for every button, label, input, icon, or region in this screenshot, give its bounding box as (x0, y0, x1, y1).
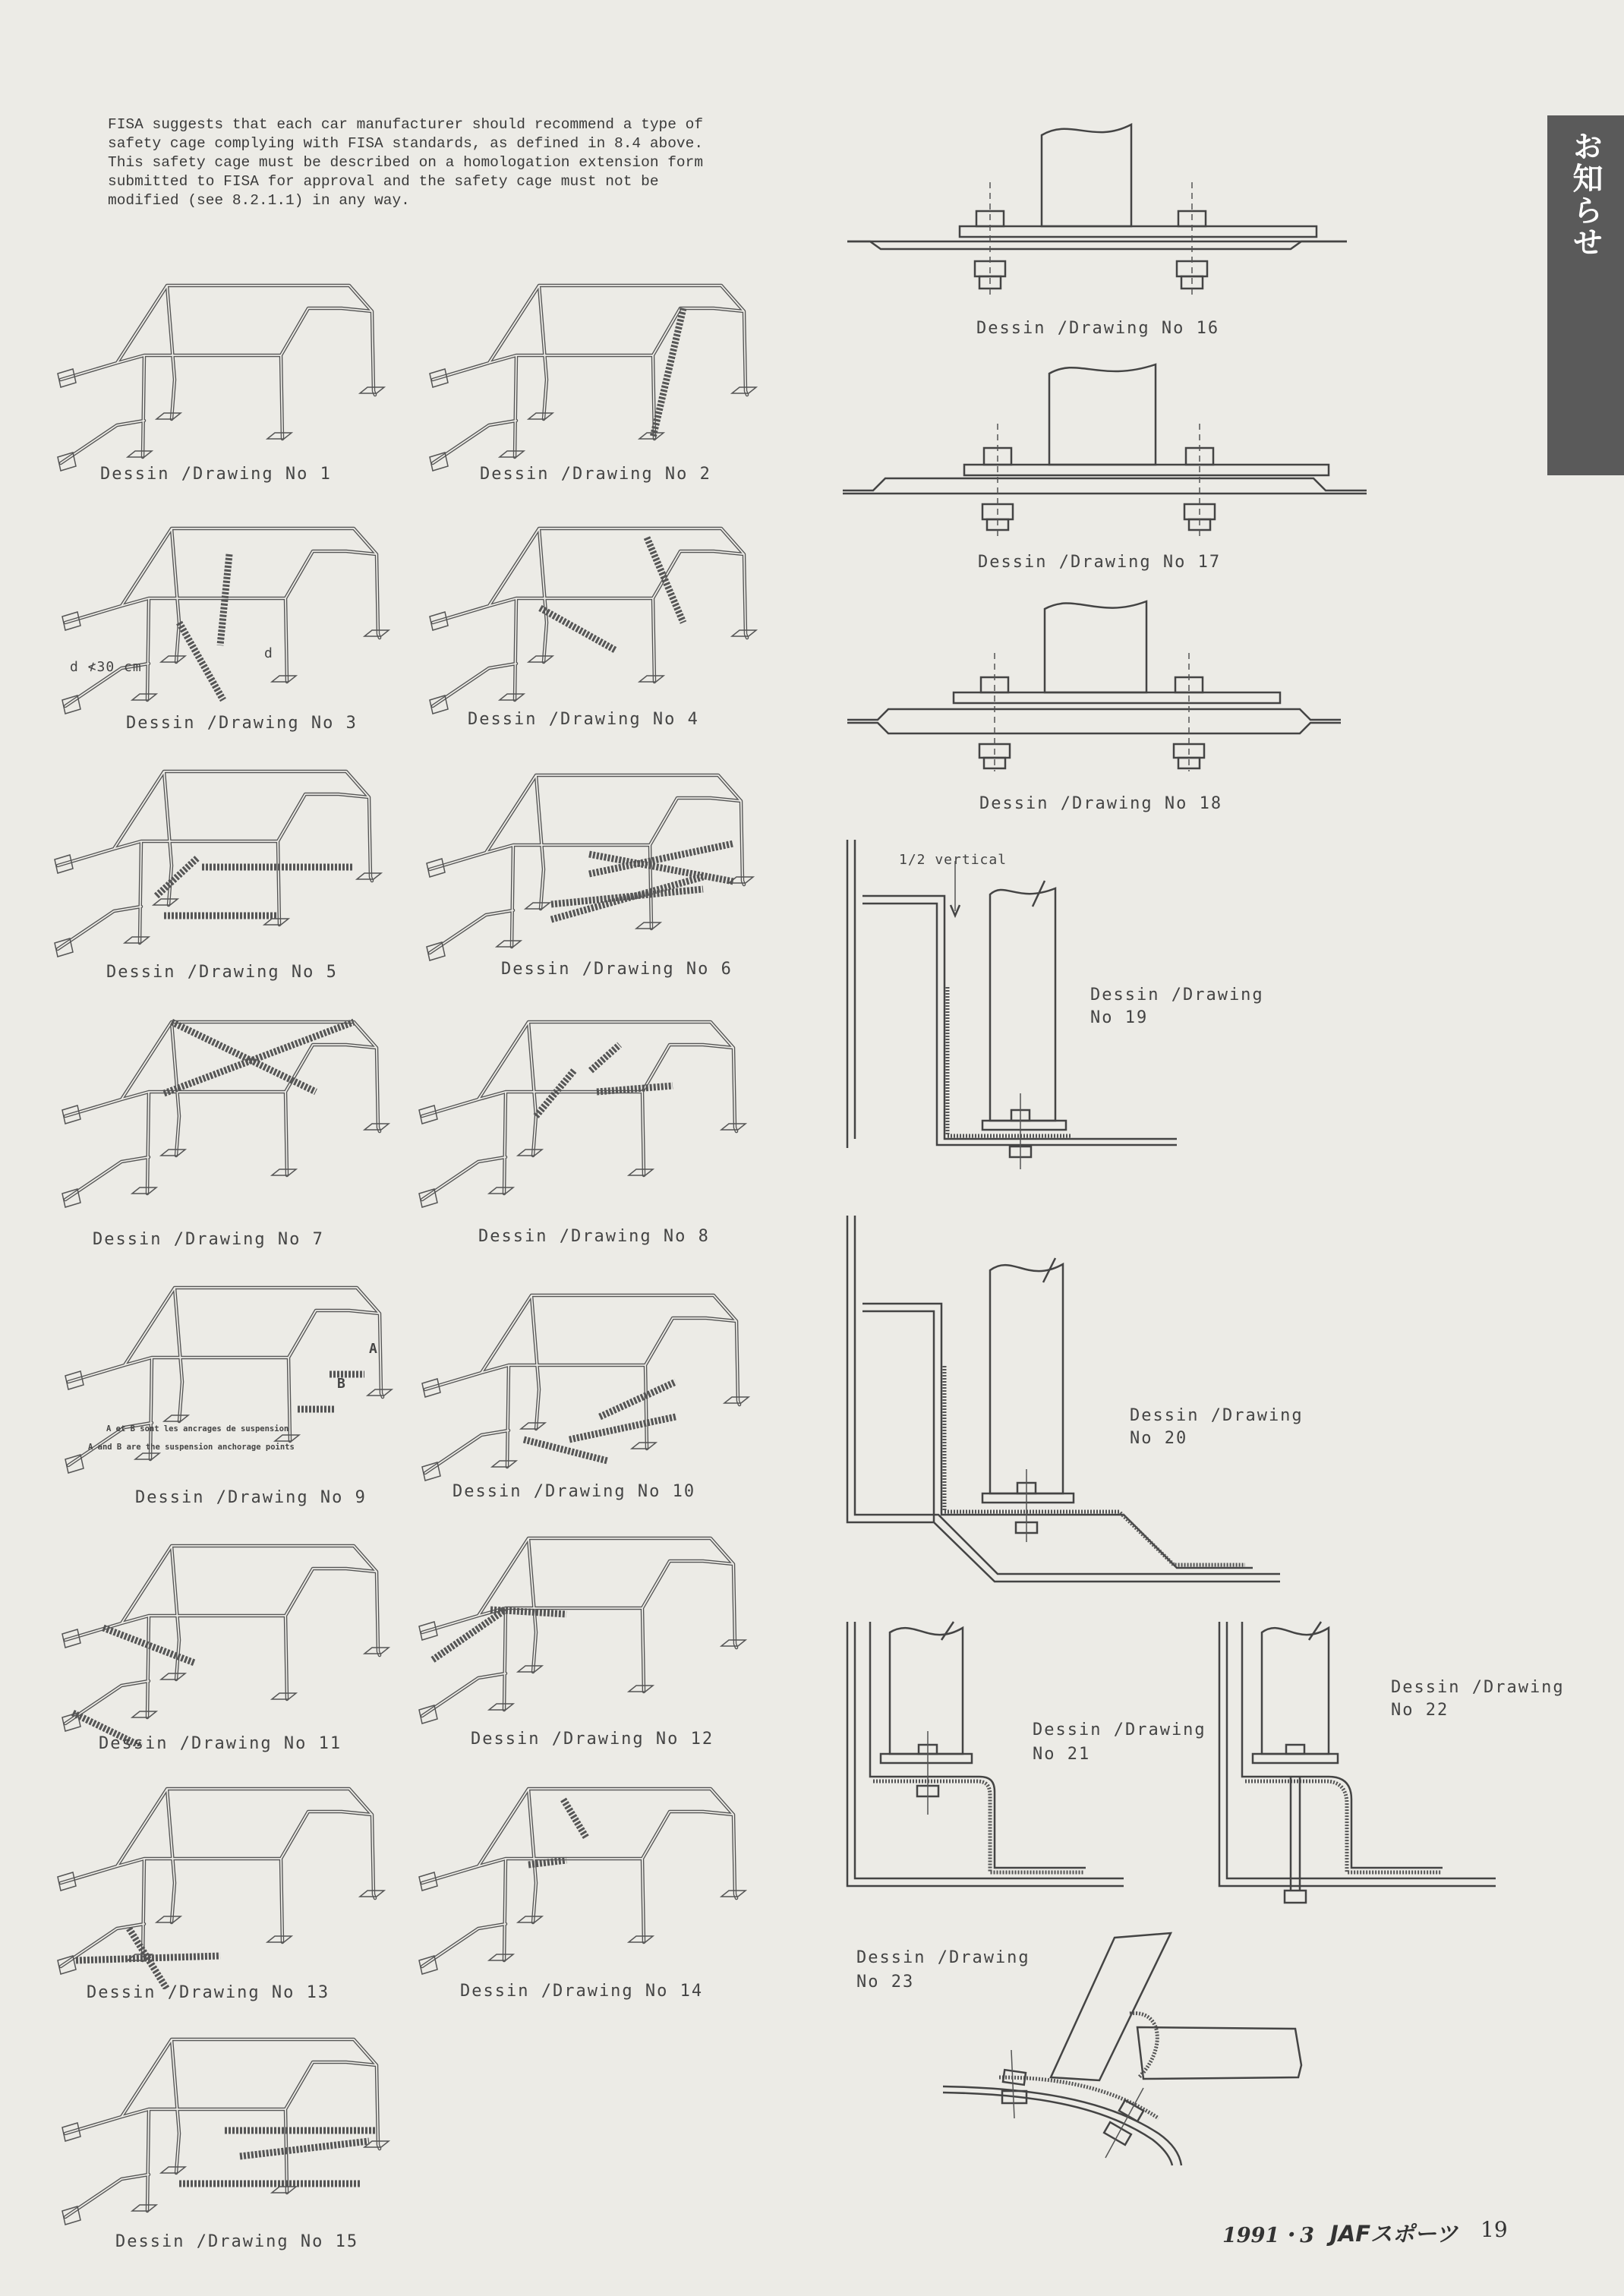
section-tab-label: お知らせ (1568, 131, 1603, 258)
roll-cage-drawing-3 (58, 501, 415, 729)
drawing-9-note-fr: A et B sont les ancrages de suspension (106, 1424, 289, 1433)
roll-cage-drawing-14 (415, 1761, 771, 1989)
caption-drawing-4: Dessin /Drawing No 4 (468, 710, 699, 729)
intro-paragraph: FISA suggests that each car manufacturer should recommend a type of safety cage complying with FISA standards, as defined in 8.4 above. This safety cage must be described on a homologation extension form submitted to FISA for approval and the safety cage must not be modified (see 8.2.1.1) in any way. (108, 116, 704, 209)
roll-cage-drawing-15 (58, 2012, 415, 2240)
caption-drawing-10: Dessin /Drawing No 10 (453, 1482, 696, 1501)
page-number: 19 (1481, 2217, 1508, 2242)
caption-drawing-22-line1: Dessin /Drawing (1391, 1678, 1565, 1697)
drawing-3-measure-note: d ≮30 cm (70, 659, 142, 675)
caption-drawing-20-line2: No 20 (1130, 1429, 1188, 1448)
caption-drawing-17: Dessin /Drawing No 17 (978, 553, 1222, 572)
drawing-19-vertical-note: 1/2 vertical (899, 852, 1008, 868)
drawing-18-figure (847, 592, 1348, 774)
caption-drawing-7: Dessin /Drawing No 7 (93, 1230, 324, 1249)
caption-drawing-8: Dessin /Drawing No 8 (478, 1227, 710, 1246)
caption-drawing-12: Dessin /Drawing No 12 (471, 1730, 714, 1749)
caption-drawing-16: Dessin /Drawing No 16 (976, 319, 1220, 338)
drawing-16-figure (843, 114, 1359, 311)
roll-cage-drawing-1 (53, 258, 410, 486)
caption-drawing-14: Dessin /Drawing No 14 (460, 1982, 704, 2001)
caption-drawing-13: Dessin /Drawing No 13 (87, 1983, 330, 2002)
caption-drawing-1: Dessin /Drawing No 1 (100, 465, 332, 484)
drawing-17-figure (843, 357, 1374, 539)
drawing-9-note-en: A and B are the suspension anchorage points (88, 1443, 295, 1452)
roll-cage-drawing-5 (50, 744, 407, 972)
drawing-9-label-a: A (369, 1341, 378, 1357)
caption-drawing-22-line2: No 22 (1391, 1701, 1449, 1720)
caption-drawing-19-line1: Dessin /Drawing (1090, 986, 1264, 1004)
caption-drawing-23-line2: No 23 (856, 1973, 915, 1992)
roll-cage-drawing-7 (58, 995, 415, 1222)
drawing-19-figure (843, 835, 1184, 1177)
caption-drawing-3: Dessin /Drawing No 3 (126, 714, 358, 733)
caption-drawing-20-line1: Dessin /Drawing (1130, 1406, 1304, 1425)
footer-issue: 1991・3 (1222, 2224, 1314, 2247)
drawing-3-d-label: d (264, 645, 273, 661)
roll-cage-drawing-8 (415, 995, 771, 1222)
caption-drawing-15: Dessin /Drawing No 15 (115, 2232, 359, 2251)
roll-cage-drawing-4 (425, 501, 782, 729)
caption-drawing-21-line1: Dessin /Drawing (1033, 1720, 1206, 1739)
roll-cage-drawing-12 (415, 1511, 771, 1739)
drawing-22-figure (1215, 1617, 1503, 1913)
roll-cage-drawing-2 (425, 258, 782, 486)
caption-drawing-9: Dessin /Drawing No 9 (135, 1488, 367, 1507)
caption-drawing-2: Dessin /Drawing No 2 (480, 465, 711, 484)
drawing-20-figure (843, 1211, 1298, 1598)
drawing-23-figure (938, 1929, 1333, 2171)
roll-cage-drawing-13 (53, 1761, 410, 1989)
caption-drawing-19-line2: No 19 (1090, 1008, 1149, 1027)
roll-cage-drawing-6 (422, 748, 779, 976)
footer-magazine: JAFスポーツ (1330, 2221, 1458, 2247)
roll-cage-drawing-11 (58, 1519, 415, 1746)
roll-cage-drawing-9 (61, 1260, 418, 1488)
caption-drawing-6: Dessin /Drawing No 6 (501, 960, 733, 979)
caption-drawing-11: Dessin /Drawing No 11 (99, 1734, 342, 1753)
section-tab (1547, 115, 1624, 475)
caption-drawing-21-line2: No 21 (1033, 1745, 1091, 1764)
drawing-21-figure (843, 1617, 1131, 1913)
drawing-9-label-b: B (337, 1376, 346, 1392)
caption-drawing-18: Dessin /Drawing No 18 (979, 794, 1223, 813)
roll-cage-drawing-10 (418, 1268, 774, 1496)
caption-drawing-23-line1: Dessin /Drawing (856, 1948, 1030, 1967)
caption-drawing-5: Dessin /Drawing No 5 (106, 963, 338, 982)
